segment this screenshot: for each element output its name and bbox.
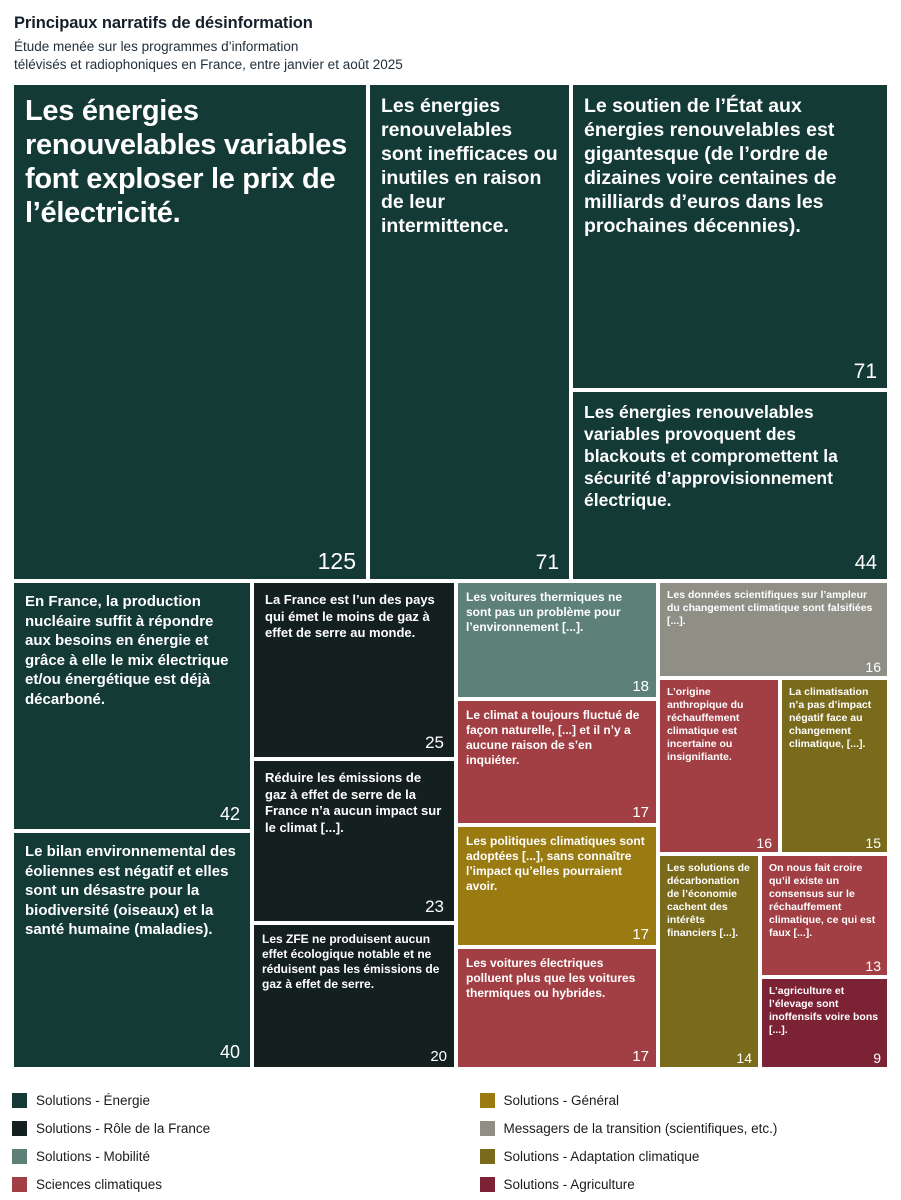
legend-label: Solutions - Mobilité	[36, 1148, 151, 1164]
color-swatch-icon	[480, 1149, 495, 1164]
tile-label: Le soutien de l’État aux énergies renouvelables est gigantesque (de l’ordre de dizaines voire centaines de milliards d’euros dans les prochaines décennies).	[584, 95, 837, 237]
legend-label: Solutions - Agriculture	[503, 1176, 635, 1192]
legend-column-1	[12, 1086, 451, 1198]
tile-label: Les voitures thermiques ne sont pas un problème pour l’environnement [...].	[466, 590, 623, 634]
tile-value: 16	[865, 659, 881, 675]
color-swatch-icon	[12, 1177, 27, 1192]
page-subtitle	[14, 38, 889, 73]
treemap-tile[interactable]	[12, 581, 252, 831]
legend-label: Solutions - Rôle de la France	[36, 1120, 211, 1136]
tile-value: 20	[430, 1048, 447, 1065]
legend-item-agriculture[interactable]	[480, 1170, 890, 1198]
treemap-tile[interactable]	[658, 854, 760, 1069]
treemap-tile[interactable]	[658, 678, 780, 854]
tile-value: 14	[736, 1050, 752, 1066]
treemap-tile[interactable]	[12, 831, 252, 1069]
tile-label: La climatisation n’a pas d’impact négatif face au changement climatique, [...].	[789, 686, 872, 750]
treemap-tile[interactable]	[760, 854, 889, 977]
legend-item-adaptation[interactable]	[480, 1142, 890, 1170]
tile-value: 25	[425, 733, 444, 752]
legend-item-energie[interactable]	[12, 1086, 451, 1114]
tile-label: Les voitures électriques polluent plus que les voitures thermiques ou hybrides.	[466, 956, 636, 1000]
legend-column-2	[451, 1086, 890, 1198]
tile-value: 17	[632, 1048, 649, 1065]
tile-label: Réduire les émissions de gaz à effet de serre de la France n’a aucun impact sur le climat [...].	[265, 770, 442, 835]
legend-item-role-france[interactable]	[12, 1114, 451, 1142]
treemap-tile[interactable]	[252, 923, 456, 1069]
color-swatch-icon	[480, 1121, 495, 1136]
tile-value: 125	[317, 548, 356, 574]
tile-value: 23	[425, 897, 444, 916]
tile-label: Les ZFE ne produisent aucun effet écologique notable et ne réduisent pas les émissions de gaz à effet de serre.	[262, 932, 440, 991]
legend-item-mobilite[interactable]	[12, 1142, 451, 1170]
tile-label: L’origine anthropique du réchauffement climatique est incertaine ou insignifiante.	[667, 686, 744, 763]
legend-item-messagers[interactable]	[480, 1114, 890, 1142]
treemap-tile[interactable]	[456, 581, 658, 699]
legend-label: Solutions - Énergie	[36, 1092, 151, 1108]
treemap-tile[interactable]	[12, 83, 368, 581]
legend-label: Solutions - Général	[503, 1092, 620, 1108]
tile-label: Le climat a toujours fluctué de façon naturelle, [...] et il n’y a aucune raison de s’en inquiéter.	[466, 708, 640, 767]
legend-item-general[interactable]	[480, 1086, 890, 1114]
treemap-tile[interactable]	[571, 390, 889, 581]
tile-value: 16	[756, 835, 772, 851]
page-title: Principaux narratifs de désinformation	[14, 14, 313, 32]
treemap-tile[interactable]	[456, 699, 658, 825]
treemap-tile[interactable]	[252, 581, 456, 759]
legend-label: Messagers de la transition (scientifiques, etc.)	[503, 1120, 778, 1136]
treemap-tile[interactable]	[658, 581, 889, 678]
tile-value: 17	[632, 804, 649, 821]
color-swatch-icon	[480, 1093, 495, 1108]
tile-label: Le bilan environnemental des éoliennes est négatif et elles sont un désastre pour la biodiversité (oiseaux) et la santé humaine (maladies).	[25, 843, 236, 938]
tile-value: 44	[854, 552, 877, 574]
tile-value: 71	[853, 360, 877, 383]
color-swatch-icon	[12, 1121, 27, 1136]
tile-label: Les énergies renouvelables variables provoquent des blackouts et compromettent la sécurité d’approvisionnement électrique.	[584, 402, 838, 510]
tile-value: 18	[632, 678, 649, 695]
legend-label: Sciences climatiques	[36, 1176, 163, 1192]
treemap-tile[interactable]	[368, 83, 571, 581]
tile-value: 71	[535, 551, 559, 574]
tile-value: 9	[873, 1050, 881, 1066]
tile-value: 17	[632, 926, 649, 943]
color-swatch-icon	[12, 1149, 27, 1164]
treemap-chart	[12, 83, 889, 1069]
tile-label: Les solutions de décarbonation de l’économie cachent des intérêts financiers [...].	[667, 862, 750, 939]
treemap-tile[interactable]	[252, 759, 456, 923]
treemap-tile[interactable]	[456, 947, 658, 1069]
tile-label: Les données scientifiques sur l’ampleur du changement climatique sont falsifiées [...].	[667, 589, 873, 627]
legend-label: Solutions - Adaptation climatique	[503, 1148, 700, 1164]
tile-label: La France est l’un des pays qui émet le moins de gaz à effet de serre au monde.	[265, 592, 435, 640]
tile-label: L’agriculture et l’élevage sont inoffensifs voire bons [...].	[769, 985, 879, 1036]
tile-label: En France, la production nucléaire suffit à répondre aux besoins en énergie et grâce à elle le mix électrique et/ou énergétique est déjà décarboné.	[25, 593, 229, 708]
treemap-tile[interactable]	[760, 977, 889, 1069]
legend	[12, 1086, 889, 1198]
tile-value: 13	[865, 958, 881, 974]
tile-label: Les énergies renouvelables sont inefficaces ou inutiles en raison de leur intermittence.	[381, 95, 558, 237]
legend-item-sciences-climatiques[interactable]	[12, 1170, 451, 1198]
tile-value: 40	[219, 1042, 240, 1062]
color-swatch-icon	[12, 1093, 27, 1108]
tile-label: Les politiques climatiques sont adoptées [...], sans connaître l’impact qu’elles pourraient avoir.	[466, 834, 645, 893]
subtitle-line-1: Étude menée sur les programmes d’information	[14, 39, 299, 54]
color-swatch-icon	[480, 1177, 495, 1192]
subtitle-line-2: télévisés et radiophoniques en France, entre janvier et août 2025	[14, 56, 403, 72]
tile-label: On nous fait croire qu’il existe un consensus sur le réchauffement climatique, ce qui est faux [...].	[769, 862, 876, 939]
treemap-tile[interactable]	[571, 83, 889, 390]
treemap-tile[interactable]	[780, 678, 889, 854]
tile-label: Les énergies renouvelables variables font exploser le prix de l’électricité.	[25, 95, 347, 229]
tile-value: 15	[865, 835, 881, 851]
tile-value: 42	[219, 804, 240, 824]
treemap-tile[interactable]	[456, 825, 658, 947]
